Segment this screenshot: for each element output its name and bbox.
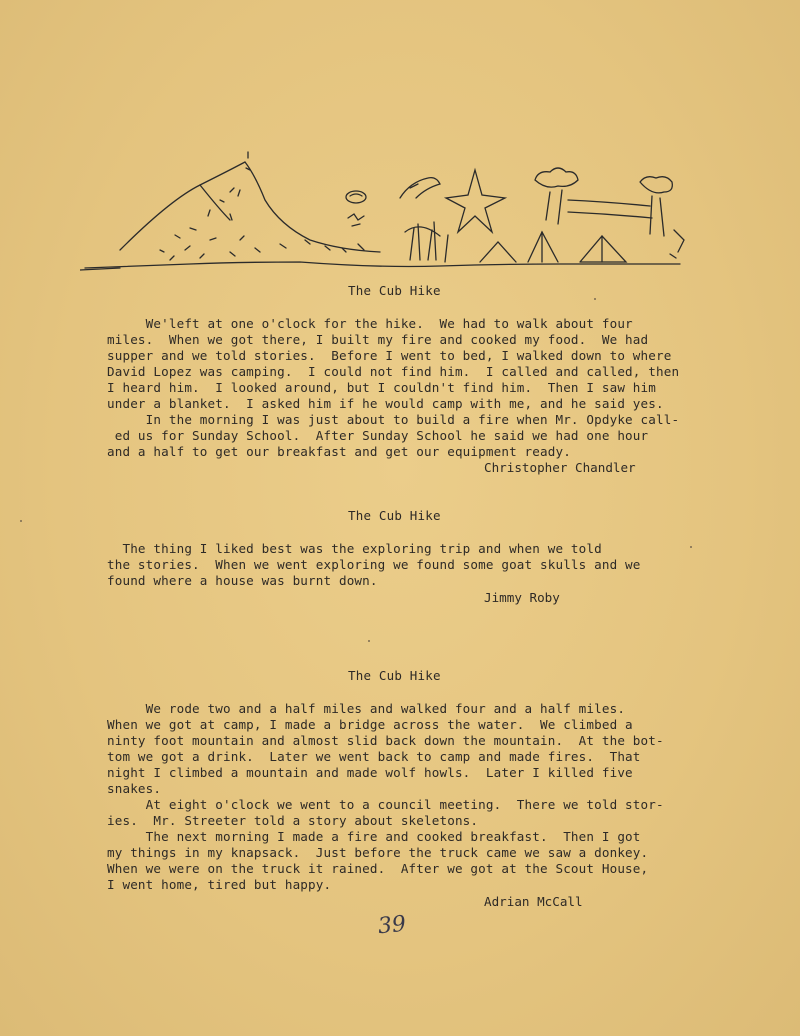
- story-3-line: The next morning I made a fire and cooked breakfast. Then I got: [107, 829, 641, 844]
- paper-speck: [368, 640, 370, 642]
- story-3-line: When we got at camp, I made a bridge across the water. We climbed a: [107, 717, 633, 732]
- story-3-line: At eight o'clock we went to a council meeting. There we told stor-: [107, 797, 664, 812]
- story-3-line: I went home, tired but happy.: [107, 877, 332, 892]
- story-3-line: When we were on the truck it rained. After we got at the Scout House,: [107, 861, 649, 876]
- story-3-line: We rode two and a half miles and walked four and a half miles.: [107, 701, 626, 716]
- story-1-line: In the morning I was just about to build a fire when Mr. Opdyke call-: [107, 412, 680, 427]
- story-3-title: The Cub Hike: [348, 668, 441, 683]
- story-1-line: ed us for Sunday School. After Sunday School he said we had one hour: [107, 428, 649, 443]
- story-1-line: miles. When we got there, I built my fire and cooked my food. We had: [107, 332, 649, 347]
- story-1-line: supper and we told stories. Before I went to bed, I walked down to where: [107, 348, 672, 363]
- story-1-line: under a blanket. I asked him if he would camp with me, and he said yes.: [107, 396, 664, 411]
- page-number: 39: [376, 911, 408, 940]
- story-1-title: The Cub Hike: [348, 283, 441, 298]
- story-3-author: Adrian McCall: [484, 894, 583, 909]
- story-1-line: David Lopez was camping. I could not find him. I called and called, then: [107, 364, 680, 379]
- story-3-line: snakes.: [107, 781, 162, 796]
- story-1-author: Christopher Chandler: [484, 460, 636, 475]
- story-2-line: found where a house was burnt down.: [107, 573, 378, 588]
- story-3-line: ies. Mr. Streeter told a story about skeletons.: [107, 813, 479, 828]
- story-1-line: I heard him. I looked around, but I couldn't find him. Then I saw him: [107, 380, 656, 395]
- story-1-line: and a half to get our breakfast and get our equipment ready.: [107, 444, 571, 459]
- paper-speck: [20, 520, 22, 522]
- paper-speck: [690, 546, 692, 548]
- paper-speck: [594, 298, 596, 300]
- hike-sketch-illustration: [80, 140, 700, 280]
- story-3-line: ninty foot mountain and almost slid back down the mountain. At the bot-: [107, 733, 664, 748]
- story-2-author: Jimmy Roby: [484, 590, 560, 605]
- story-2-line: the stories. When we went exploring we found some goat skulls and we: [107, 557, 641, 572]
- story-3-line: tom we got a drink. Later we went back to camp and made fires. That: [107, 749, 641, 764]
- story-2-title: The Cub Hike: [348, 508, 441, 523]
- story-3-line: night I climbed a mountain and made wolf howls. Later I killed five: [107, 765, 633, 780]
- story-1-line: We'left at one o'clock for the hike. We had to walk about four: [107, 316, 633, 331]
- story-3-line: my things in my knapsack. Just before the truck came we saw a donkey.: [107, 845, 649, 860]
- story-2-line: The thing I liked best was the exploring trip and when we told: [107, 541, 602, 556]
